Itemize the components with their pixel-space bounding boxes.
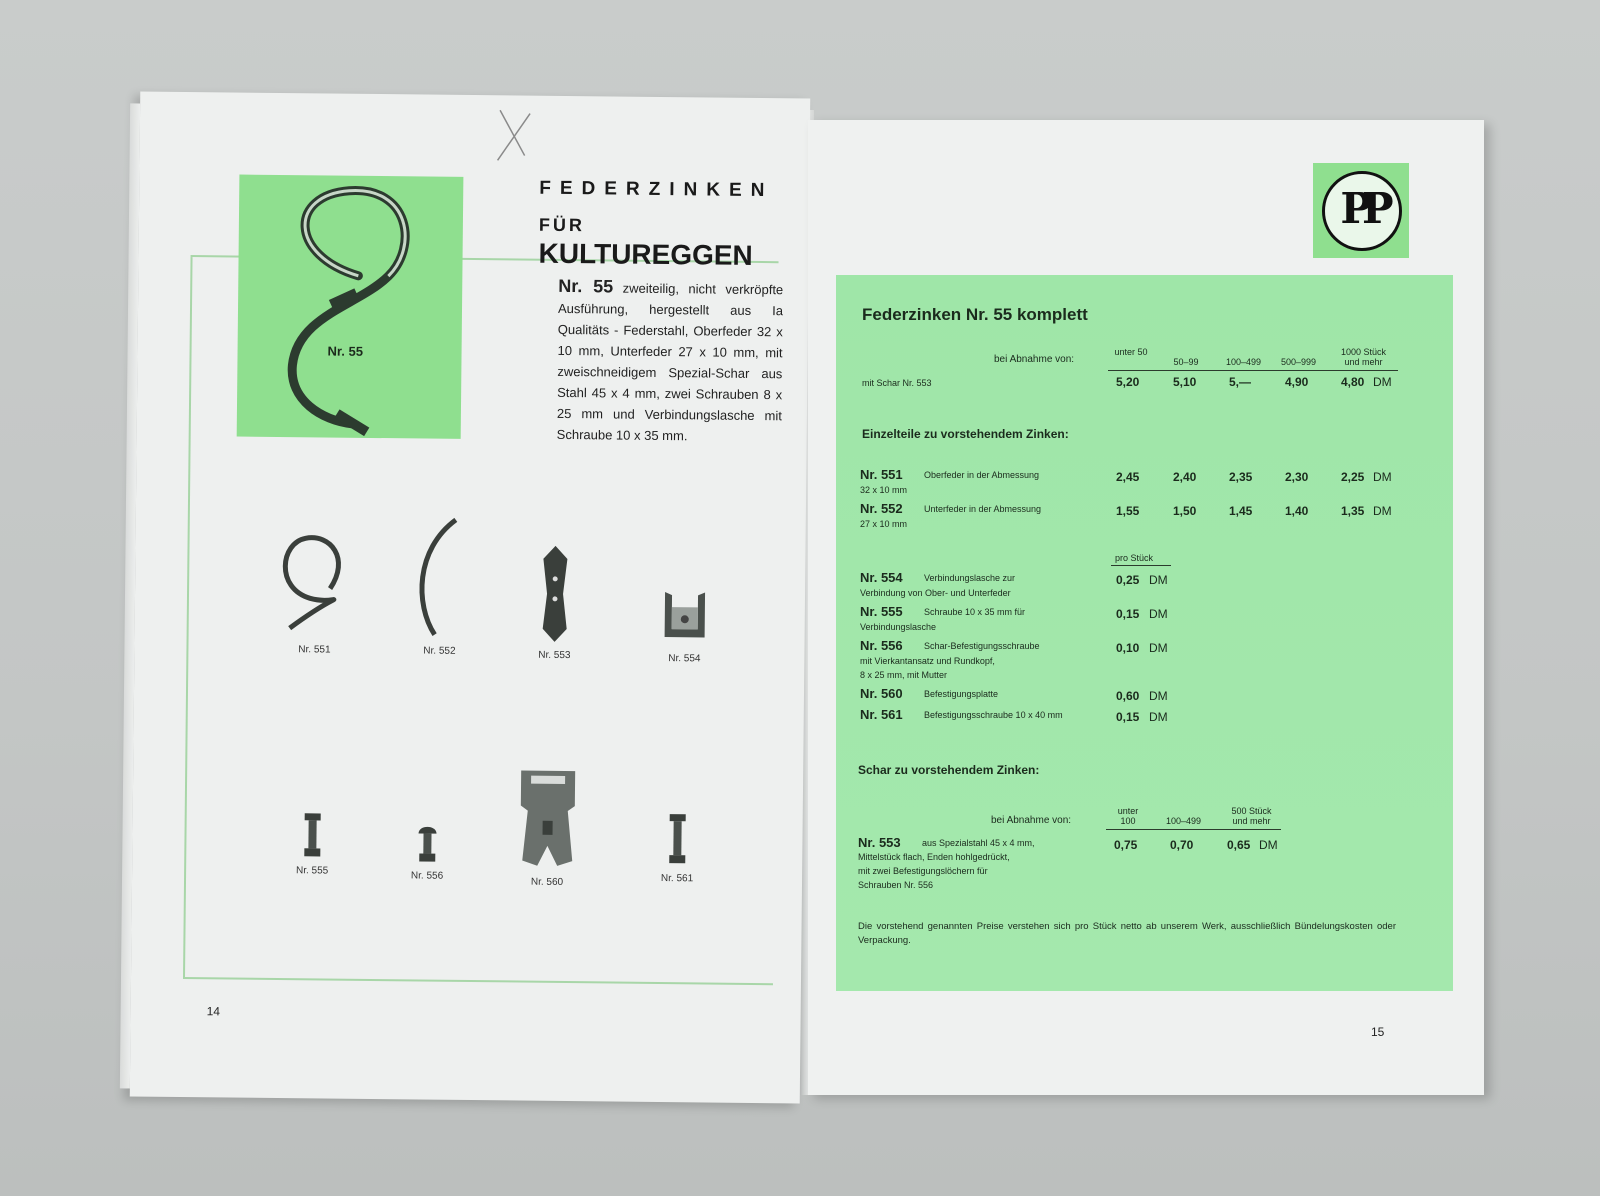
title-main: KULTUREGGEN: [538, 237, 753, 271]
row-551-nr: Nr. 551: [860, 467, 903, 482]
schar-bei-abnahme: bei Abnahme von:: [991, 815, 1072, 826]
row-552-desc2: 27 x 10 mm: [860, 519, 908, 529]
row-555-val: 0,15: [1116, 607, 1140, 621]
row-551-val-4: 2,30: [1285, 470, 1309, 484]
row-554-desc: Verbindungslasche zur: [924, 573, 1016, 583]
row-555-nr: Nr. 555: [860, 604, 903, 619]
row-551-val-5: 2,25: [1341, 470, 1365, 484]
row-553-nr: Nr. 553: [858, 835, 901, 850]
row-551-val-1: 2,45: [1116, 470, 1140, 484]
row-556-desc3: 8 x 25 mm, mit Mutter: [860, 670, 948, 680]
row-551-desc: Oberfeder in der Abmessung: [924, 470, 1040, 480]
row-553-val-3: 0,65: [1227, 838, 1251, 852]
page-number-right: 15: [1371, 1025, 1385, 1039]
bolt-long-icon: [666, 812, 689, 867]
price-title: Federzinken Nr. 55 komplett: [862, 305, 1088, 324]
row-553-desc4: Schrauben Nr. 556: [858, 880, 934, 890]
row-554-desc2: Verbindung von Ober- und Unterfeder: [860, 588, 1011, 598]
row-561-unit: DM: [1149, 710, 1168, 724]
part-555: Nr. 555: [257, 811, 368, 877]
row-561-val: 0,15: [1116, 710, 1140, 724]
komplett-val-3: 5,—: [1229, 375, 1252, 389]
einzelteile-title: Einzelteile zu vorstehendem Zinken:: [862, 427, 1069, 441]
row-553-desc2: Mittelstück flach, Enden hohlgedrückt,: [858, 852, 1010, 862]
komplett-val-2: 5,10: [1173, 375, 1197, 389]
header-rule: [1108, 370, 1398, 371]
schar-title: Schar zu vorstehendem Zinken:: [858, 763, 1040, 777]
title-prefix: FÜR: [538, 214, 586, 236]
page-stack-edge: [120, 103, 140, 1088]
description-nr: Nr. 55: [558, 275, 614, 297]
row-556-val: 0,10: [1116, 641, 1140, 655]
row-561-nr: Nr. 561: [860, 707, 903, 722]
schar-header-unter-100: unter 100: [1117, 806, 1139, 826]
row-561-desc: Befestigungsschraube 10 x 40 mm: [924, 710, 1063, 720]
row-551-val-3: 2,35: [1229, 470, 1253, 484]
connecting-plate-icon: [659, 587, 710, 648]
row-556-unit: DM: [1149, 641, 1168, 655]
title-federzinken: FEDERZINKEN: [539, 177, 774, 202]
row-552-unit: DM: [1373, 504, 1392, 518]
komplett-label: mit Schar Nr. 553: [862, 378, 932, 388]
header-1000-plus: 1000 Stück und mehr: [1340, 347, 1387, 367]
left-page: [130, 92, 810, 1104]
pro-stueck-rule: [1111, 565, 1171, 566]
schar-header-500-plus: 500 Stück und mehr: [1231, 806, 1272, 826]
share-blade-icon: [535, 544, 576, 644]
row-553-val-2: 0,70: [1170, 838, 1194, 852]
row-555-desc2: Verbindungslasche: [860, 622, 937, 632]
row-553-val-1: 0,75: [1114, 838, 1138, 852]
row-552-val-1: 1,55: [1116, 504, 1140, 518]
row-560-unit: DM: [1149, 689, 1168, 703]
product-description: [557, 276, 784, 447]
row-552-val-5: 1,35: [1341, 504, 1365, 518]
row-560-desc: Befestigungsplatte: [924, 689, 999, 699]
row-552-val-4: 1,40: [1285, 504, 1309, 518]
row-553-desc3: mit zwei Befestigungslöchern für: [858, 866, 988, 876]
row-552-val-2: 1,50: [1173, 504, 1197, 518]
description-text: zweiteilig, nicht verkröpfte Ausführung, hergestellt aus Ia Qualitäts - Federstahl, Oberfeder 32 x 10 mm, Unterfeder 27 x 10 mm, mit zweischneidigem Spezial-Schar aus Stahl 45 x 4 mm, zwei Schrauben 8 x 25 mm und Verbindungslasche mit Schraube 10 x 35 mm.: [556, 280, 784, 444]
pp-logo-icon: [1322, 171, 1402, 251]
schar-header-rule: [1106, 829, 1281, 830]
schar-header-100-499: 100–499: [1165, 816, 1202, 826]
part-556: Nr. 556: [372, 824, 483, 882]
row-556-desc: Schar-Befestigungsschraube: [924, 641, 1040, 651]
row-551-unit: DM: [1373, 470, 1392, 484]
part-551: Nr. 551: [259, 528, 370, 656]
hero-label: Nr. 55: [327, 343, 364, 359]
row-554-unit: DM: [1149, 573, 1168, 587]
bolt-icon: [302, 811, 323, 859]
komplett-val-1: 5,20: [1116, 375, 1140, 389]
spring-tine-illustration: [237, 175, 464, 439]
header-50-99: 50–99: [1173, 357, 1199, 367]
row-553-unit: DM: [1259, 838, 1278, 852]
price-list-panel: [836, 275, 1453, 991]
header-unter-50: unter 50: [1114, 347, 1148, 357]
row-552-nr: Nr. 552: [860, 501, 903, 516]
komplett-val-5: 4,80: [1341, 375, 1365, 389]
komplett-unit: DM: [1373, 375, 1392, 389]
row-553-desc: aus Spezialstahl 45 x 4 mm,: [922, 838, 1035, 848]
pencil-x-mark: [490, 105, 541, 166]
row-556-desc2: mit Vierkantansatz und Rundkopf,: [860, 656, 995, 666]
right-page: [808, 120, 1484, 1095]
bei-abnahme-label: bei Abnahme von:: [994, 354, 1075, 365]
pro-stueck-header: pro Stück: [1115, 553, 1154, 563]
row-551-val-2: 2,40: [1173, 470, 1197, 484]
row-555-desc: Schraube 10 x 35 mm für: [924, 607, 1026, 617]
row-554-val: 0,25: [1116, 573, 1140, 587]
header-500-999: 500–999: [1280, 357, 1317, 367]
spring-coil-icon: [270, 528, 361, 639]
part-552: Nr. 552: [384, 514, 495, 657]
price-note: Die vorstehend genannten Preise verstehen sich pro Stück netto ab unserem Werk, ausschließlich Bündelungskosten oder Verpackung.: [858, 921, 1396, 946]
header-100-499: 100–499: [1225, 357, 1262, 367]
logo-text: PP: [1340, 184, 1384, 233]
hero-image-box: [237, 175, 464, 439]
komplett-val-4: 4,90: [1285, 375, 1309, 389]
row-552-desc: Unterfeder in der Abmessung: [924, 504, 1042, 514]
spring-arc-icon: [410, 514, 471, 640]
logo-box: [1313, 163, 1409, 258]
part-553: Nr. 553: [499, 543, 610, 661]
round-head-bolt-icon: [416, 824, 438, 864]
row-560-val: 0,60: [1116, 689, 1140, 703]
title-kultureggen: [538, 206, 799, 273]
row-556-nr: Nr. 556: [860, 638, 903, 653]
row-555-unit: DM: [1149, 607, 1168, 621]
part-560: Nr. 560: [492, 765, 603, 888]
row-560-nr: Nr. 560: [860, 686, 903, 701]
row-551-desc2: 32 x 10 mm: [860, 485, 908, 495]
row-554-nr: Nr. 554: [860, 570, 903, 585]
mounting-plate-icon: [512, 765, 583, 871]
part-561: Nr. 561: [622, 812, 733, 885]
row-552-val-3: 1,45: [1229, 504, 1253, 518]
part-554: Nr. 554: [629, 587, 740, 665]
page-number-left: 14: [206, 1004, 221, 1019]
